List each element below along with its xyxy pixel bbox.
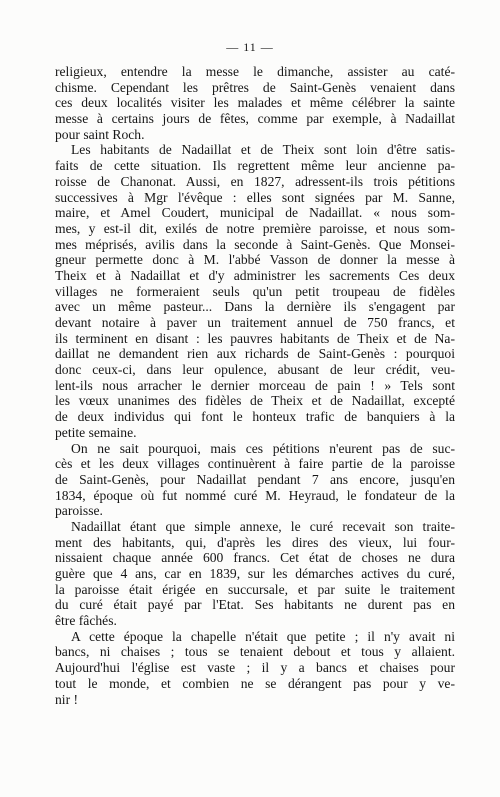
text-line: maire, et Amel Coudert, municipal de Nadaillat. « nous som-	[55, 205, 455, 221]
text-line: daillat ne demandent rien aux richards de Saint-Genès : pourquoi	[55, 346, 455, 362]
text-line: On ne sait pourquoi, mais ces pétitions n'eurent pas de suc-	[71, 440, 455, 456]
text-line: ment des habitants, qui, d'après les dires des vieux, lui four-	[55, 534, 455, 550]
text-line: être fâchés.	[55, 613, 117, 629]
text-line: Nadaillat étant que simple annexe, le curé recevait son traite-	[71, 518, 455, 534]
text-line: tout le monde, et combien ne se dérangent pas pour y ve-	[55, 675, 455, 691]
text-line: de Saint-Genès, pour Nadaillat pendant 7 ans encore, jusqu'en	[55, 471, 455, 487]
text-line: paroisse.	[55, 503, 103, 519]
text-line: ils terminent en disant : les pauvres habitants de Theix et de Na-	[55, 330, 455, 346]
text-line: guère que 4 ans, car en 1839, sur les démarches actives du curé,	[55, 566, 455, 581]
text-line: messe à certains jours de fêtes, comme par exemple, à Nadaillat	[55, 111, 455, 127]
text-line: successives à Mgr l'évêque : elles sont signées par M. Sanne,	[55, 189, 455, 205]
text-line: lent-ils nous arracher le dernier morceau de pain ! » Tels sont	[55, 377, 455, 393]
text-line: A cette époque la chapelle n'était que petite ; il n'y avait ni	[71, 628, 455, 644]
text-line: mes méprisés, avilis dans la seconde à Saint-Genès. Que Monsei-	[55, 236, 455, 252]
text-line: villages ne formeraient seuls qu'un petit troupeau de fidèles	[55, 283, 455, 299]
text-line: de deux individus qui font le honteux trafic de banquiers à la	[55, 409, 455, 425]
text-line: 1834, époque où fut nommé curé M. Heyraud, le fondateur de la	[55, 487, 455, 503]
text-line: Aujourd'hui l'église est vaste ; il y a bancs et chaises pour	[55, 660, 455, 676]
text-line: religieux, entendre la messe le dimanche, assister au caté-	[55, 64, 455, 79]
text-line: les vœux unanimes des fidèles de Theix et de Nadaillat, excepté	[55, 393, 455, 409]
text-line: pour saint Roch.	[55, 126, 145, 142]
text-line: devant notaire à paver un traitement annuel de 750 francs, et	[55, 315, 455, 330]
text-line: roisse de Chanonat. Aussi, en 1827, adressent-ils trois pétitions	[55, 173, 455, 189]
text-line: Les habitants de Nadaillat et de Theix sont loin d'être satis-	[71, 142, 455, 158]
text-line: gneur permette donc à M. l'abbé Vasson de donner la messe à	[55, 252, 455, 268]
text-line: faits de cette situation. Ils regrettent même leur ancienne pa-	[55, 158, 455, 174]
text-line: la paroisse était érigée en succursale, et par suite le traitement	[55, 581, 455, 597]
body-text	[55, 64, 455, 707]
text-line: ces deux localités visiter les malades et même célébrer la sainte	[55, 95, 455, 111]
text-line: avec un même pasteur... Dans la dernière ils s'engagent par	[55, 299, 455, 315]
text-line: cès et les deux villages continuèrent à faire partie de la paroisse	[55, 456, 455, 472]
page-number: — 11 —	[226, 40, 274, 54]
text-line: nir !	[55, 691, 79, 707]
text-line: nissaient chaque année 600 francs. Cet état de choses ne dura	[55, 550, 455, 566]
text-line: chisme. Cependant les prêtres de Saint-Genès venaient dans	[55, 79, 455, 95]
text-line: du curé était payé par l'Etat. Ses habitants ne durent pas en	[55, 597, 455, 613]
text-line: mes, y est-il dit, exilés de notre première paroisse, et nous som-	[55, 220, 455, 236]
text-line: Theix et à Nadaillat et d'y administrer les sacrements Ces deux	[55, 267, 455, 283]
text-line: bancs, ni chaises ; tous se tenaient debout et tous y allaient.	[55, 644, 455, 660]
text-line: petite semaine.	[55, 424, 137, 440]
text-line: donc ceux-ci, dans leur opulence, abusant de leur crédit, veu-	[55, 362, 455, 378]
